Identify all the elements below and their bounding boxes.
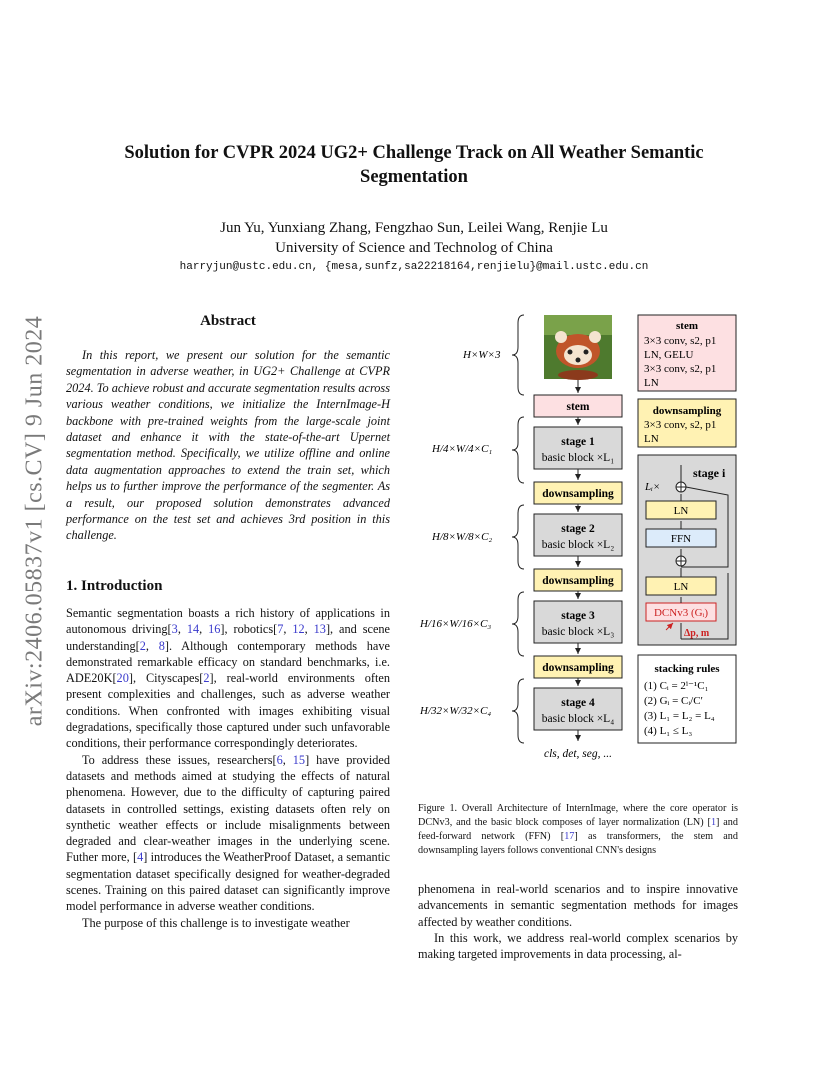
- citation-link[interactable]: 14: [186, 622, 200, 637]
- citation-link[interactable]: 2: [139, 638, 146, 653]
- svg-text:3×3 conv, s2, p1: 3×3 conv, s2, p1: [644, 363, 717, 375]
- svg-text:3×3 conv, s2, p1: 3×3 conv, s2, p1: [644, 419, 717, 431]
- braces: [512, 315, 524, 743]
- abstract-heading: Abstract: [200, 313, 256, 329]
- citation-link[interactable]: 16: [208, 622, 221, 637]
- citation-link[interactable]: 8: [158, 638, 165, 653]
- stage-sub-label: basic block ×L₁: [541, 452, 615, 464]
- text-run: To address these issues, researchers[: [82, 752, 277, 767]
- svg-text:(3) L₁ = L₂ = L₄: (3) L₁ = L₂ = L₄: [644, 710, 715, 722]
- svg-text:stem: stem: [676, 320, 698, 332]
- left-column-body: [66, 605, 390, 931]
- text-run: ] introduces the WeatherProof Dataset, a semantic segmentation dataset specifically designed for weather-degraded scenes. Training on this paired dataset can significantly improve model performance in adverse weather conditions.: [66, 850, 390, 914]
- svg-text:DCNv3 (Gᵢ): DCNv3 (Gᵢ): [653, 607, 709, 619]
- affiliation: University of Science and Technolog of China: [275, 240, 553, 256]
- stem-label: stem: [566, 401, 590, 413]
- svg-text:LN, GELU: LN, GELU: [644, 349, 694, 361]
- architecture-figure: [418, 305, 740, 765]
- svg-text:stage i: stage i: [693, 466, 726, 480]
- input-image: [544, 315, 612, 380]
- citation-link[interactable]: 12: [292, 622, 305, 637]
- text-run: ,: [304, 622, 314, 637]
- stage-sub-label: basic block ×L₃: [541, 626, 615, 638]
- text-run: ], robotics[: [220, 622, 278, 637]
- stage-sub-label: basic block ×L₄: [541, 713, 615, 725]
- text-run: ,: [145, 638, 159, 653]
- text-run: ,: [283, 622, 293, 637]
- paragraph: [66, 915, 390, 931]
- svg-text:(1) Cᵢ = 2ⁱ⁻¹C₁: (1) Cᵢ = 2ⁱ⁻¹C₁: [644, 680, 709, 692]
- svg-text:3×3 conv, s2, p1: 3×3 conv, s2, p1: [644, 335, 717, 347]
- svg-text:LN: LN: [673, 581, 689, 593]
- citation-link[interactable]: 3: [171, 622, 178, 637]
- dim-label: H/32×W/32×C₄: [420, 705, 492, 717]
- paragraph: [66, 605, 390, 752]
- figure-caption: [418, 802, 738, 858]
- text-run: ] and feed-forward network (FFN) [: [418, 817, 738, 842]
- text-run: ], Cityscapes[: [128, 671, 204, 686]
- text-run: Figure 1. Overall Architecture of InternImage, where the core operator is DCNv3, and the basic block composes of layer normalization (LN) [: [418, 803, 738, 828]
- dim-label: H/8×W/8×C₂: [432, 531, 493, 543]
- authors: Jun Yu, Yunxiang Zhang, Fengzhao Sun, Leilei Wang, Renjie Lu: [220, 220, 608, 236]
- downsampling-label: downsampling: [542, 575, 614, 587]
- stage-label: stage 1: [561, 436, 595, 448]
- text-run: phenomena in real-world scenarios and to inspire innovative advancements in semantic segmentation methods for images affected by weather conditions.: [418, 882, 738, 929]
- dim-label: H/4×W/4×C₁: [432, 443, 493, 455]
- arxiv-watermark: arXiv:2406.05837v1 [cs.CV] 9 Jun 2024: [21, 315, 48, 727]
- stage-sub-label: basic block ×L₂: [541, 539, 615, 551]
- citation-link[interactable]: 15: [292, 752, 306, 767]
- author-block: [70, 218, 758, 258]
- svg-text:downsampling: downsampling: [652, 405, 722, 417]
- stage-label: stage 2: [561, 523, 595, 535]
- abstract-text: In this report, we present our solution for the semantic segmentation in adverse weather, in UG2+ Challenge at CVPR 2024. To achieve robust and accurate segmentation results across various weather conditions, we initialize the InternImage-H backbone with pre-trained weights from the large-scale joint dataset and enhance it with the state-of-the-art Upernet segmentation method. Specifically, we utilize offline and online data augmentation approaches to extend the train set, which helps us to further improve the performance of the segmenter. As a result, our proposed solution demonstrates advanced performance on the test set and achieves 3rd position in this challenge.: [66, 348, 390, 543]
- citation-link[interactable]: 7: [277, 622, 284, 637]
- text-run: Semantic segmentation boasts a rich history of applications in autonomous driving[: [66, 606, 390, 637]
- svg-text:LN: LN: [644, 433, 659, 445]
- paper-title: Solution for CVPR 2024 UG2+ Challenge Track on All Weather Semantic Segmentation: [124, 143, 704, 187]
- output-label: cls, det, seg, ...: [543, 748, 613, 760]
- left-pipeline: [534, 380, 622, 741]
- svg-text:LN: LN: [644, 377, 659, 389]
- svg-text:(2) Gᵢ = Cᵢ/C′: (2) Gᵢ = Cᵢ/C′: [644, 695, 703, 707]
- svg-text:LN: LN: [673, 505, 689, 517]
- author-emails: harryjun@ustc.edu.cn, {mesa,sunfz,sa22218164,renjielu}@mail.ustc.edu.cn: [179, 261, 649, 273]
- citation-link[interactable]: 17: [564, 831, 575, 842]
- dim-label: H/16×W/16×C₃: [420, 618, 492, 630]
- downsampling-label: downsampling: [542, 662, 614, 674]
- citation-link[interactable]: 1: [710, 817, 717, 828]
- citation-link[interactable]: 20: [116, 671, 129, 686]
- downsampling-label: downsampling: [542, 488, 614, 500]
- text-run: ], real-world environments often present complexities and challenges, such as adverse weather conditions. When confronted with images exhibiting visual degradations, specifically those captured under such unfavorable conditions, their performance correspondingly deteriorates.: [66, 671, 390, 751]
- svg-text:(4) L₁ ≤ L₃: (4) L₁ ≤ L₃: [644, 725, 693, 737]
- text-run: ] as transformers, the stem and downsampling layers follows conventional CNN's designs: [418, 831, 738, 856]
- citation-link[interactable]: 6: [276, 752, 283, 767]
- svg-text:Lᵢ×: Lᵢ×: [645, 481, 661, 493]
- stage-detail-box: [638, 455, 736, 645]
- text-run: ,: [199, 622, 209, 637]
- text-run: ,: [177, 622, 187, 637]
- stage-label: stage 4: [561, 697, 595, 709]
- text-run: In this work, we address real-world complex scenarios by making targeted improvements in data processing, al-: [418, 930, 738, 962]
- stage-label: stage 3: [561, 610, 595, 622]
- right-column-body: [418, 881, 738, 962]
- paragraph: [418, 930, 738, 963]
- paragraph: [418, 881, 738, 930]
- text-run: ], and scene understanding[: [66, 622, 391, 653]
- citation-link[interactable]: 13: [313, 622, 326, 637]
- svg-text:stacking rules: stacking rules: [654, 663, 720, 675]
- svg-text:FFN: FFN: [670, 533, 692, 545]
- dim-label: H×W×3: [463, 349, 501, 361]
- text-run: The purpose of this challenge is to investigate weather: [82, 915, 350, 930]
- text-run: ]. Although contemporary methods have demonstrated remarkable efficacy on standard benchmarks, i.e. ADE20K[: [66, 638, 390, 686]
- text-run: ,: [282, 752, 293, 767]
- citation-link[interactable]: 2: [203, 671, 210, 686]
- section-heading-introduction: 1. Introduction: [66, 578, 163, 594]
- paragraph: [66, 752, 390, 915]
- citation-link[interactable]: 4: [137, 850, 144, 865]
- text-run: ] have provided datasets and methods aimed at studying the effects of natural phenomena. However, due to the difficulty of capturing paired datasets in controlled settings, existing datasets often rely on synthetic weather effects or include misalignments between degraded and clear-weather images in the underlying scene. Futher more, [: [66, 752, 390, 865]
- svg-text:Δp, m: Δp, m: [684, 628, 710, 639]
